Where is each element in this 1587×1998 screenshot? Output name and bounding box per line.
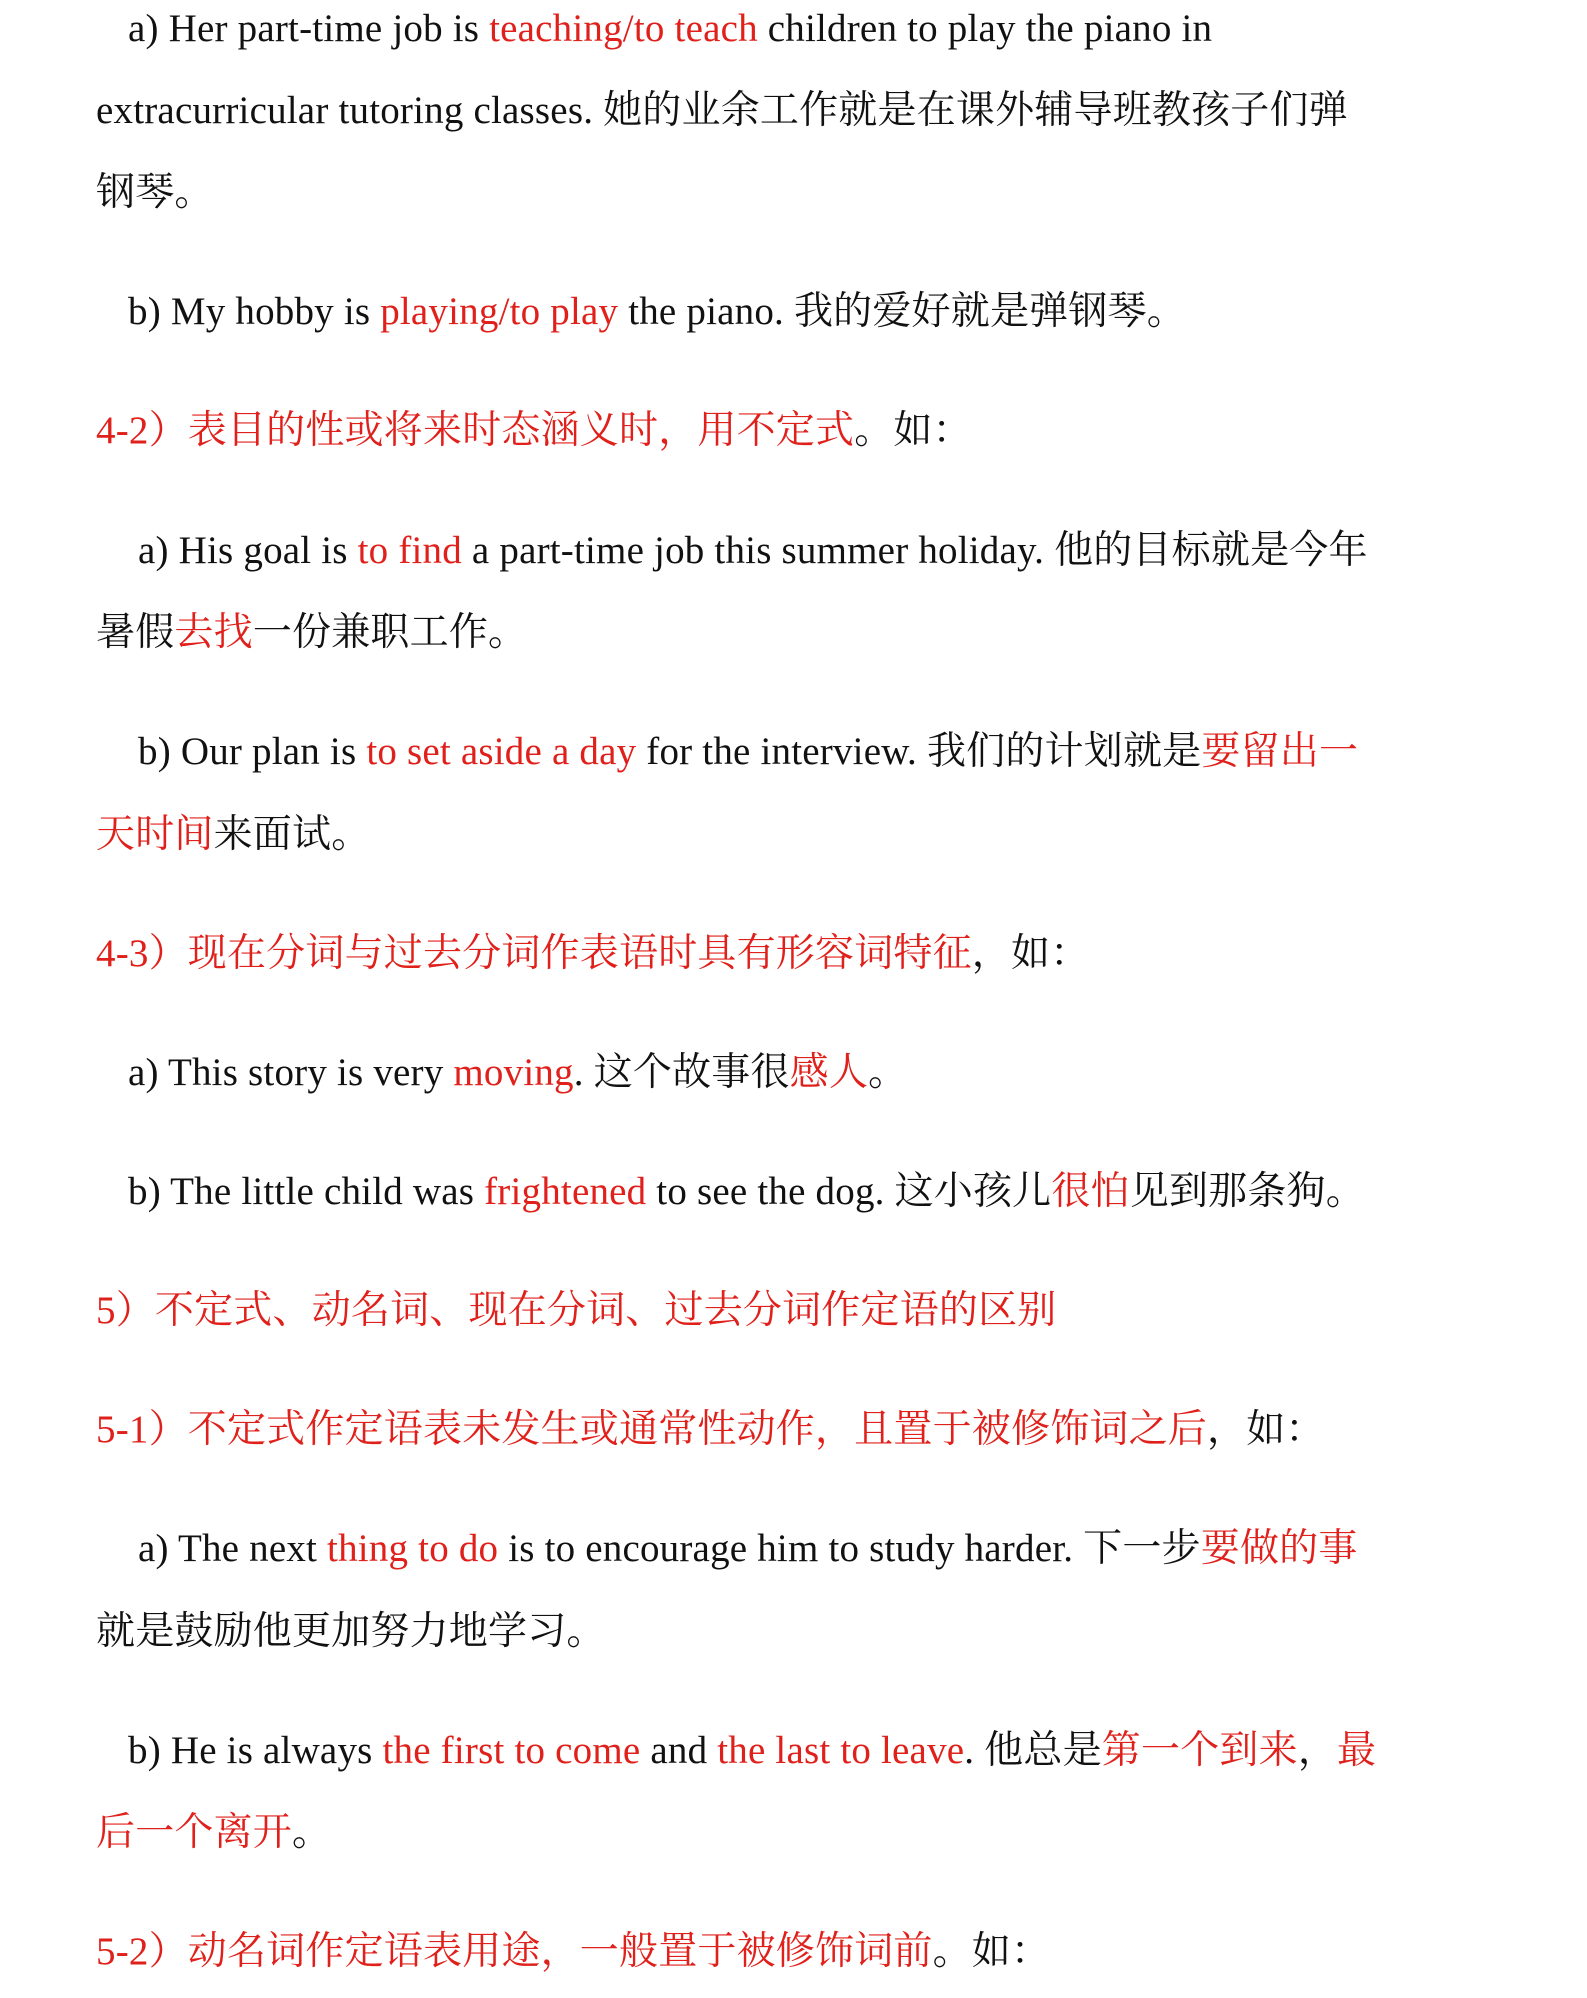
heading-text: 4-3）现在分词与过去分词作表语时具有形容词特征 — [96, 932, 972, 975]
text: 。如： — [854, 409, 972, 452]
text: 钢琴。 — [96, 171, 214, 214]
text: the piano. 我的爱好就是弹钢琴。 — [618, 290, 1186, 333]
highlight-text: 天时间 — [96, 813, 214, 856]
heading-text: 4-2）表目的性或将来时态涵义时，用不定式 — [96, 409, 855, 452]
highlight-text: 第一个到来 — [1101, 1729, 1298, 1772]
text: b) My hobby is — [128, 290, 381, 333]
example-5-1-b-line-2 — [96, 1808, 331, 1858]
highlight-text: teaching/to teach — [489, 7, 758, 50]
heading-5-2 — [96, 1927, 1050, 1977]
text: 一份兼职工作。 — [252, 611, 528, 654]
text: 暑假 — [96, 611, 175, 654]
text: for the interview. 我们的计划就是 — [636, 730, 1202, 773]
text: b) Our plan is — [138, 730, 367, 773]
text: 就是鼓励他更加努力地学习。 — [96, 1610, 606, 1653]
highlight-text: moving — [453, 1051, 574, 1094]
text: . 他总是 — [964, 1729, 1102, 1772]
text: ， — [1297, 1729, 1338, 1772]
text: ，如： — [1207, 1408, 1325, 1451]
text: a part-time job this summer holiday. 他的目标就是今年 — [461, 529, 1368, 572]
text: 。 — [292, 1811, 332, 1854]
text: 来面试。 — [213, 813, 371, 856]
example-5-1-b-line-1 — [128, 1726, 1376, 1776]
example-4-1-a-line-2 — [96, 86, 1348, 136]
highlight-text: to find — [357, 529, 462, 572]
example-4-2-b-line-1 — [138, 727, 1358, 777]
text: b) He is always — [128, 1729, 383, 1772]
text: b) The little child was — [128, 1170, 485, 1213]
text: extracurricular tutoring classes. 她的业余工作就是在课外辅导班教孩子们弹 — [96, 89, 1348, 132]
text: a) The next — [138, 1527, 328, 1570]
example-4-3-b — [128, 1167, 1365, 1217]
text: a) His goal is — [138, 529, 358, 572]
text: children to play the piano in — [757, 7, 1213, 50]
heading-4-3 — [96, 929, 1089, 979]
highlight-text: playing/to play — [380, 290, 619, 333]
example-4-2-b-line-2 — [96, 810, 370, 860]
text: and — [640, 1729, 718, 1772]
heading-text: 5）不定式、动名词、现在分词、过去分词作定语的区别 — [96, 1289, 1057, 1332]
heading-text: 5-2）动名词作定语表用途，一般置于被修饰词前 — [96, 1930, 933, 1973]
text: 。 — [868, 1051, 908, 1094]
example-4-3-a — [128, 1048, 907, 1098]
example-4-1-b — [128, 287, 1186, 337]
text: ，如： — [971, 932, 1090, 975]
text: a) This story is very — [128, 1051, 454, 1094]
heading-text: 5-1）不定式作定语表未发生或通常性动作，且置于被修饰词之后 — [96, 1408, 1207, 1451]
heading-5-1 — [96, 1405, 1325, 1455]
highlight-text: 要做的事 — [1200, 1527, 1358, 1570]
highlight-text: the last to leave — [717, 1729, 965, 1772]
highlight-text: thing to do — [327, 1527, 499, 1570]
heading-4-2 — [96, 406, 972, 456]
text: is to encourage him to study harder. 下一步 — [498, 1527, 1201, 1570]
example-5-1-a-line-2 — [96, 1607, 606, 1657]
text: a) Her part-time job is — [128, 7, 490, 50]
heading-5 — [96, 1286, 1057, 1336]
highlight-text: 后一个离开 — [96, 1811, 293, 1854]
text: . 这个故事很 — [573, 1051, 790, 1094]
text: to see the dog. 这小孩儿 — [646, 1170, 1052, 1213]
highlight-text: 感人 — [789, 1051, 869, 1094]
highlight-text: the first to come — [382, 1729, 641, 1772]
highlight-text: 要留出一 — [1201, 730, 1359, 773]
example-4-1-a-line-3 — [96, 168, 214, 218]
highlight-text: to set aside a day — [366, 730, 637, 773]
example-4-2-a-line-1 — [138, 526, 1368, 576]
example-4-2-a-line-2 — [96, 608, 527, 658]
example-5-1-a-line-1 — [138, 1524, 1358, 1574]
text: 见到那条狗。 — [1129, 1170, 1365, 1213]
highlight-text: 去找 — [174, 611, 253, 654]
highlight-text: 最 — [1337, 1729, 1377, 1772]
highlight-text: frightened — [484, 1170, 647, 1213]
text: 。如： — [932, 1930, 1051, 1973]
highlight-text: 很怕 — [1051, 1170, 1130, 1213]
example-4-1-a-line-1 — [128, 4, 1212, 54]
